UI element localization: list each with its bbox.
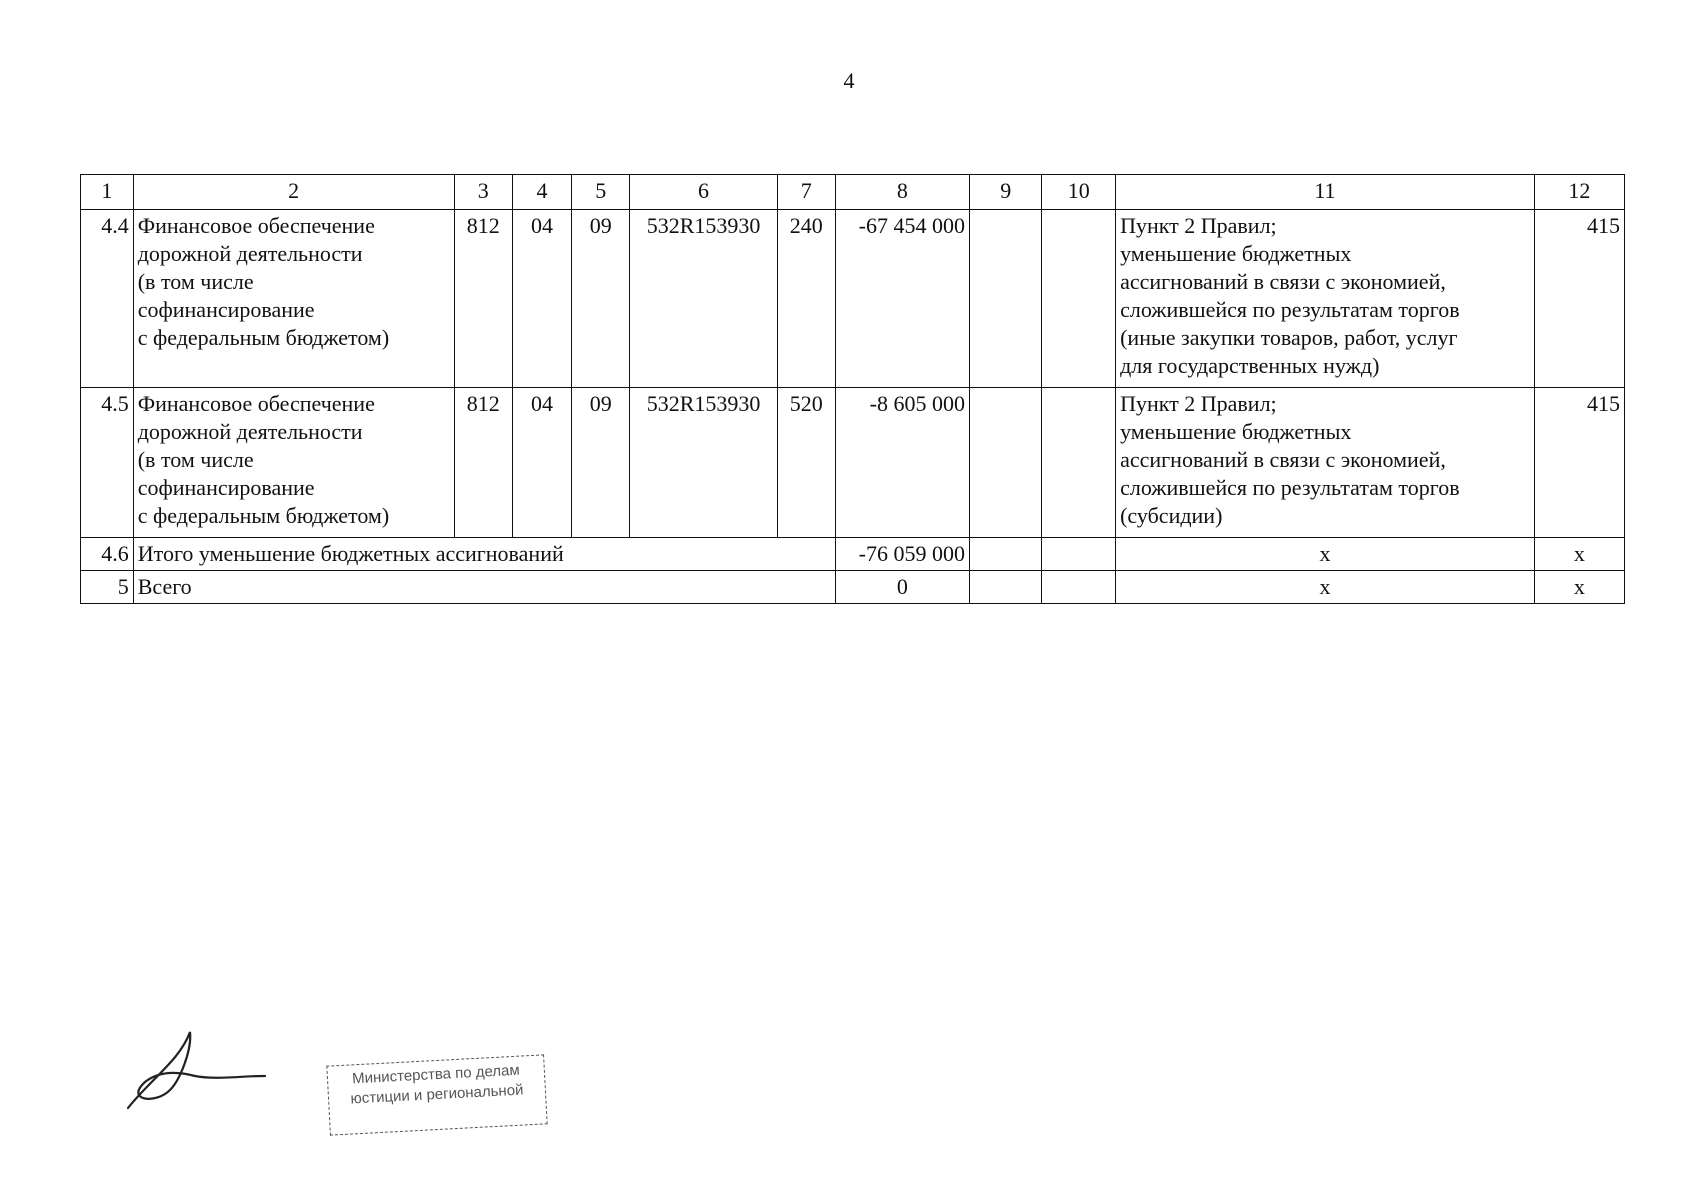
- cell-section: 04: [512, 388, 571, 538]
- header-cell: 3: [454, 175, 512, 210]
- header-cell: 6: [630, 175, 777, 210]
- row-name-line: Финансовое обеспечение: [137, 391, 375, 416]
- cell-amount: -67 454 000: [835, 210, 969, 388]
- row-number: 5: [81, 571, 134, 604]
- header-cell: 10: [1042, 175, 1116, 210]
- header-cell: 2: [133, 175, 454, 210]
- row-number: 4.6: [81, 538, 134, 571]
- row-name-line: софинансирование: [137, 475, 315, 500]
- stamp-line: юстиции и региональной: [350, 1081, 524, 1108]
- row-name-line: (в том числе: [137, 269, 254, 294]
- page-number: 4: [843, 68, 855, 93]
- cell-target-article: 532R153930: [630, 210, 777, 388]
- cell-amount: -76 059 000: [835, 538, 969, 571]
- table-row: [81, 388, 1625, 538]
- basis-line: (субсидии): [1120, 503, 1223, 528]
- header-cell: 4: [512, 175, 571, 210]
- row-name-line: (в том числе: [137, 447, 254, 472]
- row-number: 4.4: [81, 210, 134, 388]
- cell-basis: х: [1116, 538, 1535, 571]
- cell-basis: [1116, 210, 1535, 388]
- basis-line: для государственных нужд): [1120, 353, 1380, 378]
- cell-code: х: [1534, 571, 1624, 604]
- basis-line: (иные закупки товаров, работ, услуг: [1120, 325, 1458, 350]
- header-cell: 8: [835, 175, 969, 210]
- budget-table: [80, 174, 1625, 604]
- row-number: 4.5: [81, 388, 134, 538]
- cell-col10: [1042, 388, 1116, 538]
- row-name-line: дорожной деятельности: [137, 419, 363, 444]
- cell-col9: [969, 571, 1042, 604]
- cell-code: 415: [1534, 388, 1624, 538]
- cell-col9: [969, 538, 1042, 571]
- row-name-line: софинансирование: [137, 297, 315, 322]
- header-cell: 12: [1534, 175, 1624, 210]
- row-name-line: с федеральным бюджетом): [137, 503, 390, 528]
- basis-line: сложившейся по результатам торгов: [1120, 297, 1460, 322]
- total-row: [81, 571, 1625, 604]
- basis-line: Пункт 2 Правил;: [1120, 391, 1277, 416]
- cell-col9: [969, 210, 1042, 388]
- table-header-row: [81, 175, 1625, 210]
- header-cell: 1: [81, 175, 134, 210]
- header-cell: 7: [777, 175, 835, 210]
- header-cell: 11: [1116, 175, 1535, 210]
- row-name-line: с федеральным бюджетом): [137, 325, 390, 350]
- total-row: [81, 538, 1625, 571]
- cell-basis: [1116, 388, 1535, 538]
- header-cell: 9: [969, 175, 1042, 210]
- basis-line: ассигнований в связи с экономией,: [1120, 447, 1446, 472]
- cell-target-article: 532R153930: [630, 388, 777, 538]
- cell-col10: [1042, 210, 1116, 388]
- cell-amount: 0: [835, 571, 969, 604]
- cell-section: 04: [512, 210, 571, 388]
- header-cell: 5: [572, 175, 630, 210]
- cell-col10: [1042, 538, 1116, 571]
- basis-line: уменьшение бюджетных: [1120, 241, 1352, 266]
- row-name: [133, 210, 454, 388]
- cell-subsection: 09: [572, 388, 630, 538]
- cell-basis: х: [1116, 571, 1535, 604]
- cell-amount: -8 605 000: [835, 388, 969, 538]
- stamp: [326, 1054, 547, 1135]
- basis-line: ассигнований в связи с экономией,: [1120, 269, 1446, 294]
- row-name-line: дорожной деятельности: [137, 241, 363, 266]
- total-label: Всего: [133, 571, 835, 604]
- total-label: Итого уменьшение бюджетных ассигнований: [133, 538, 835, 571]
- cell-ministry-code: 812: [454, 210, 512, 388]
- cell-expense-type: 520: [777, 388, 835, 538]
- stamp-line: Министерства по делам: [351, 1061, 521, 1088]
- basis-line: Пункт 2 Правил;: [1120, 213, 1277, 238]
- cell-code: 415: [1534, 210, 1624, 388]
- cell-ministry-code: 812: [454, 388, 512, 538]
- row-name: [133, 388, 454, 538]
- basis-line: сложившейся по результатам торгов: [1120, 475, 1460, 500]
- signature: [120, 1020, 270, 1120]
- table-row: [81, 210, 1625, 388]
- cell-expense-type: 240: [777, 210, 835, 388]
- cell-col10: [1042, 571, 1116, 604]
- basis-line: уменьшение бюджетных: [1120, 419, 1352, 444]
- row-name-line: Финансовое обеспечение: [137, 213, 375, 238]
- cell-subsection: 09: [572, 210, 630, 388]
- cell-col9: [969, 388, 1042, 538]
- cell-code: х: [1534, 538, 1624, 571]
